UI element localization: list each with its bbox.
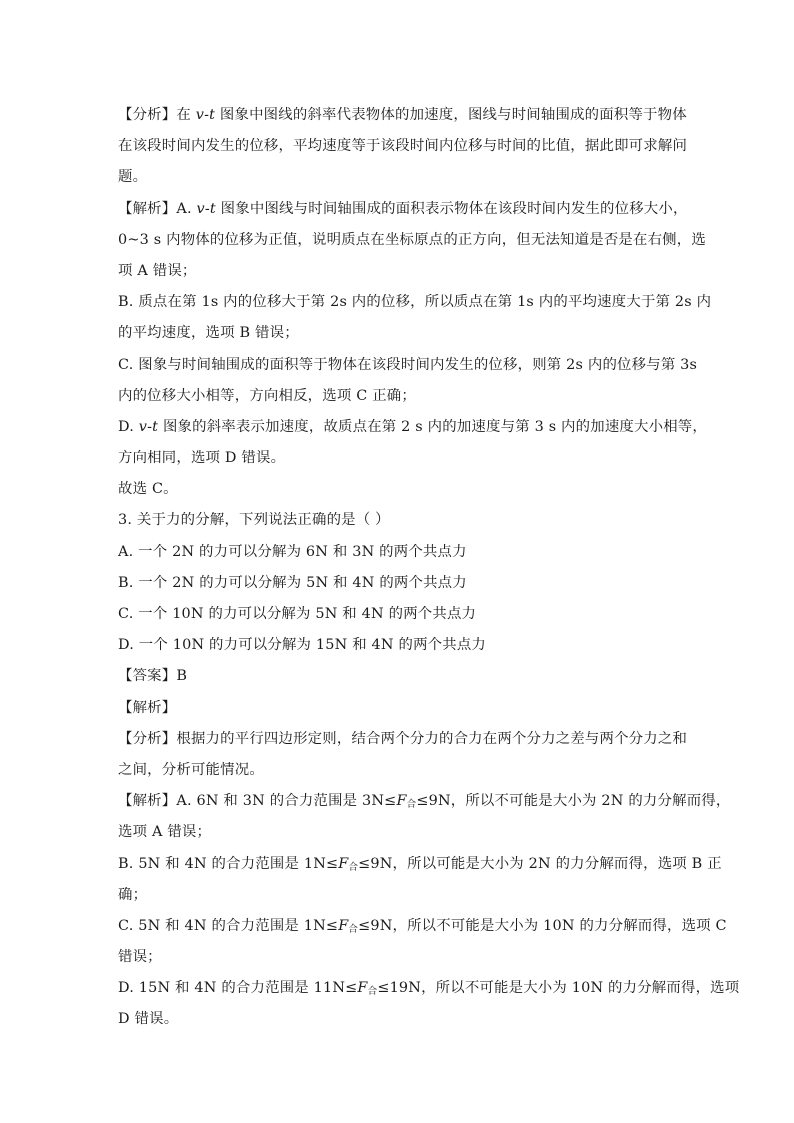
text-line: [118, 474, 678, 505]
text-run: 确；: [118, 886, 148, 903]
text-run: 【分析】根据力的平行四边形定则，结合两个分力的合力在两个分力之差与两个分力之和: [118, 730, 688, 747]
text-run: 在该段时间内发生的位移，平均速度等于该段时间内位移与时间的比值，据此即可求解问: [118, 138, 688, 155]
text-run: ≤9N，所以不可能是大小为 10N 的力分解而得，选项 C: [358, 917, 727, 934]
text-run: D. 一个 10N 的力可以分解为 15N 和 4N 的两个共点力: [118, 637, 487, 654]
text-run: 图象的斜率表示加速度，故质点在第 2 s 内的加速度与第 3 s 内的加速度大小相等，: [158, 418, 707, 435]
solution-q2: [118, 194, 712, 506]
text-line: [118, 568, 678, 599]
text-line: [118, 661, 678, 692]
text-line: [118, 1004, 678, 1035]
text-run: 题。: [118, 169, 148, 186]
text-run: 【答案】B: [118, 668, 188, 685]
text-line: [118, 194, 688, 225]
text-line: [118, 942, 678, 973]
italic-symbol: F: [396, 793, 407, 810]
text-run: 错误；: [118, 949, 162, 966]
text-run: 3. 关于力的分解，下列说法正确的是（ ）: [118, 512, 390, 529]
text-run: 内的位移大小相等，方向相反，选项 C 正确；: [118, 387, 416, 404]
text-run: 【解析】A.: [118, 200, 197, 217]
subscript-text: 合: [406, 799, 417, 811]
text-line: [118, 162, 678, 193]
text-run: 图象中图线与时间轴围成的面积表示物体在该段时间内发生的位移大小，: [215, 200, 688, 217]
text-line: [118, 849, 722, 880]
text-line: [118, 256, 678, 287]
text-run: D 错误。: [118, 1011, 179, 1028]
italic-symbol: v-t: [195, 107, 216, 123]
text-line: [118, 693, 678, 724]
text-run: 【解析】A. 6N 和 3N 的合力范围是 3N≤: [118, 793, 397, 810]
text-run: 的平均速度，选项 B 错误；: [118, 325, 299, 342]
analysis-q3: [118, 724, 688, 786]
subscript-text: 合: [367, 986, 378, 998]
text-run: 项 A 错误；: [118, 262, 197, 279]
text-line: [118, 880, 678, 911]
text-run: ≤19N，所以不可能是大小为 10N 的力分解而得，选项: [377, 980, 740, 997]
text-line: [118, 599, 678, 630]
text-line: [118, 131, 688, 162]
text-line: [118, 724, 688, 755]
text-line: [118, 505, 678, 536]
text-line: [118, 412, 707, 443]
text-run: B. 质点在第 1s 内的位移大于第 2s 内的位移，所以质点在第 1s 内的平均速度大于第 2s 内: [118, 294, 712, 311]
italic-symbol: v-t: [196, 200, 216, 217]
subscript-text: 合: [348, 923, 359, 935]
text-run: 0~3 s 内物体的位移为正值，说明质点在坐标原点的正方向，但无法知道是否是在右侧，选: [118, 231, 706, 248]
text-line: [118, 537, 678, 568]
text-line: [118, 911, 727, 942]
text-run: C. 5N 和 4N 的合力范围是 1N≤: [118, 917, 339, 934]
answer-q3: [118, 661, 678, 723]
text-line: [118, 350, 698, 381]
italic-symbol: F: [338, 855, 349, 872]
text-run: A. 一个 2N 的力可以分解为 6N 和 3N 的两个共点力: [118, 543, 467, 560]
text-run: C. 一个 10N 的力可以分解为 5N 和 4N 的两个共点力: [118, 606, 477, 622]
text-line: [118, 381, 678, 412]
text-run: B. 5N 和 4N 的合力范围是 1N≤: [118, 855, 339, 872]
analysis-q2: [118, 100, 688, 194]
text-run: 图象中图线的斜率代表物体的加速度，图线与时间轴围成的面积等于物体: [215, 107, 687, 123]
text-run: 之间，分析可能情况。: [118, 761, 264, 778]
text-line: [118, 973, 740, 1004]
text-run: B. 一个 2N 的力可以分解为 5N 和 4N 的两个共点力: [118, 574, 467, 591]
text-line: [118, 100, 687, 131]
italic-symbol: F: [357, 980, 368, 997]
italic-symbol: F: [338, 917, 349, 934]
solution-q3: [118, 786, 740, 1036]
subscript-text: 合: [348, 861, 359, 873]
text-run: ≤9N，所以可能是大小为 2N 的力分解而得，选项 B 正: [358, 855, 722, 872]
text-line: [118, 786, 731, 817]
text-line: [118, 630, 678, 661]
text-line: [118, 318, 678, 349]
text-line: [118, 755, 678, 786]
document-page: [118, 100, 740, 1036]
text-run: 方向相同，选项 D 错误。: [118, 450, 286, 467]
question-3: [118, 505, 678, 661]
text-run: 故选 C。: [118, 481, 178, 498]
text-line: [118, 287, 712, 318]
text-run: 【解析】: [118, 699, 177, 716]
text-run: 选项 A 错误；: [118, 824, 212, 841]
text-line: [118, 443, 678, 474]
text-run: 【分析】在: [118, 107, 196, 123]
italic-symbol: v-t: [138, 418, 159, 435]
text-run: C. 图象与时间轴围成的面积等于物体在该段时间内发生的位移，则第 2s 内的位移与第 3s: [118, 356, 698, 373]
text-run: D.: [118, 418, 139, 435]
text-run: D. 15N 和 4N 的合力范围是 11N≤: [118, 980, 358, 997]
text-line: [118, 817, 678, 848]
text-line: [118, 225, 706, 256]
text-run: ≤9N，所以不可能是大小为 2N 的力分解而得，: [416, 793, 731, 810]
